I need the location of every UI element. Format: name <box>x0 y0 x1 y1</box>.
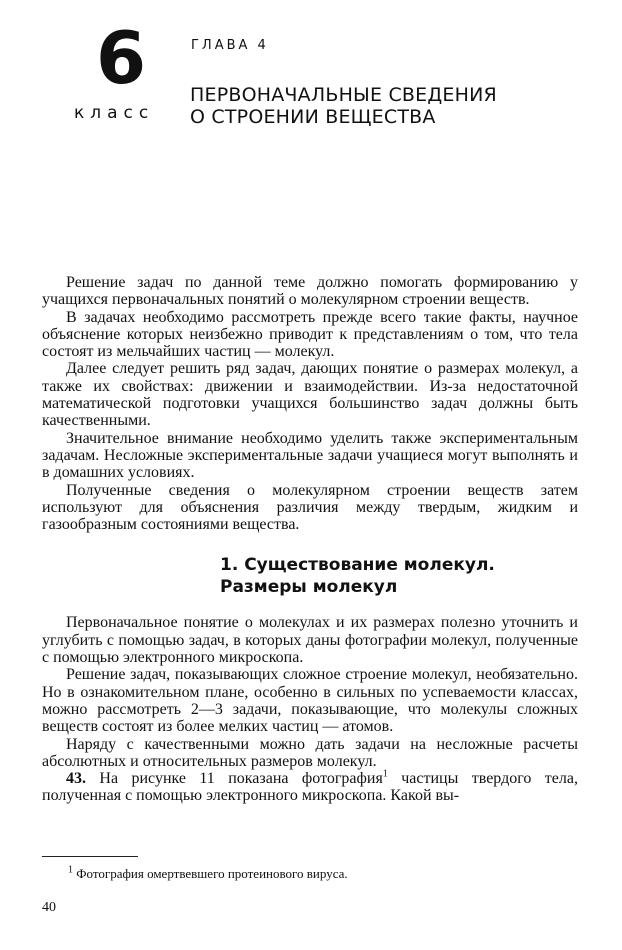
grade-label: класс <box>74 103 155 123</box>
footnote-divider <box>42 856 138 857</box>
intro-paragraph: Значительное внимание необходимо уделить также экспериментальным задачам. Несложные экспериментальные задачи учащиеся могут выполнять и в домашних условиях. <box>42 429 578 482</box>
intro-paragraph: В задачах необходимо рассмотреть прежде всего такие факты, научное объяснение которых неизбежно приводит к представлениям о том, что тела состоят из мельчайших частиц — молекул. <box>42 308 578 361</box>
section-paragraph: Наряду с качественными можно дать задачи на несложные расчеты абсолютных и относительных размеров молекул. <box>42 735 578 770</box>
intro-paragraph: Далее следует решить ряд задач, дающих понятие о размерах молекул, а также их свойствах: движении и взаимодействии. Из-за недостаточной математической подготовки учащихся большинство задач должны быть качественными. <box>42 360 578 430</box>
chapter-title-line-1: ПЕРВОНАЧАЛЬНЫЕ СВЕДЕНИЯ <box>190 84 497 106</box>
problem-text-start: На рисунке 11 показана фотография <box>86 770 383 788</box>
section-heading <box>42 554 578 598</box>
intro-paragraph: Полученные сведения о молекулярном строении веществ затем используют для объяснения различия между твердым, жидким и газообразным состояниями вещества. <box>42 481 578 534</box>
problem-text-end: частицы твердого тела, полученная с помощью электронного микроскопа. Какой вы- <box>42 770 578 805</box>
section-paragraph: Решение задач, показывающих сложное строение молекул, необязательно. Но в ознакомительном плане, особенно в сильных по успеваемости классах, можно рассмотреть 2—3 задачи, показывающие, что молекулы сложных веществ состоят из более мелких частиц — атомов. <box>42 666 578 736</box>
intro-paragraph: Решение задач по данной теме должно помогать формированию у учащихся первоначальных понятий о молекулярном строении веществ. <box>42 274 578 309</box>
chapter-title <box>190 84 590 128</box>
page-number: 40 <box>42 900 56 915</box>
problem-number: 43. <box>66 770 86 788</box>
grade-number: 6 <box>96 16 147 100</box>
chapter-title-line-2: О СТРОЕНИИ ВЕЩЕСТВА <box>190 106 436 128</box>
footnote-mark: 1 <box>382 768 388 780</box>
footnote-text: Фотография омертвевшего протеинового вируса. <box>73 866 348 881</box>
problem-paragraph <box>42 770 578 805</box>
main-text <box>42 274 578 805</box>
section-heading-line-2: Размеры молекул <box>220 577 398 598</box>
section-heading-line-1: 1. Существование молекул. <box>220 555 495 576</box>
footnote-number: 1 <box>68 864 73 876</box>
chapter-label: ГЛАВА 4 <box>191 38 269 53</box>
footnote <box>68 866 348 881</box>
section-paragraph: Первоначальное понятие о молекулах и их размерах полезно уточнить и углубить с помощью задач, в которых даны фотографии молекул, полученные с помощью электронного микроскопа. <box>42 614 578 667</box>
